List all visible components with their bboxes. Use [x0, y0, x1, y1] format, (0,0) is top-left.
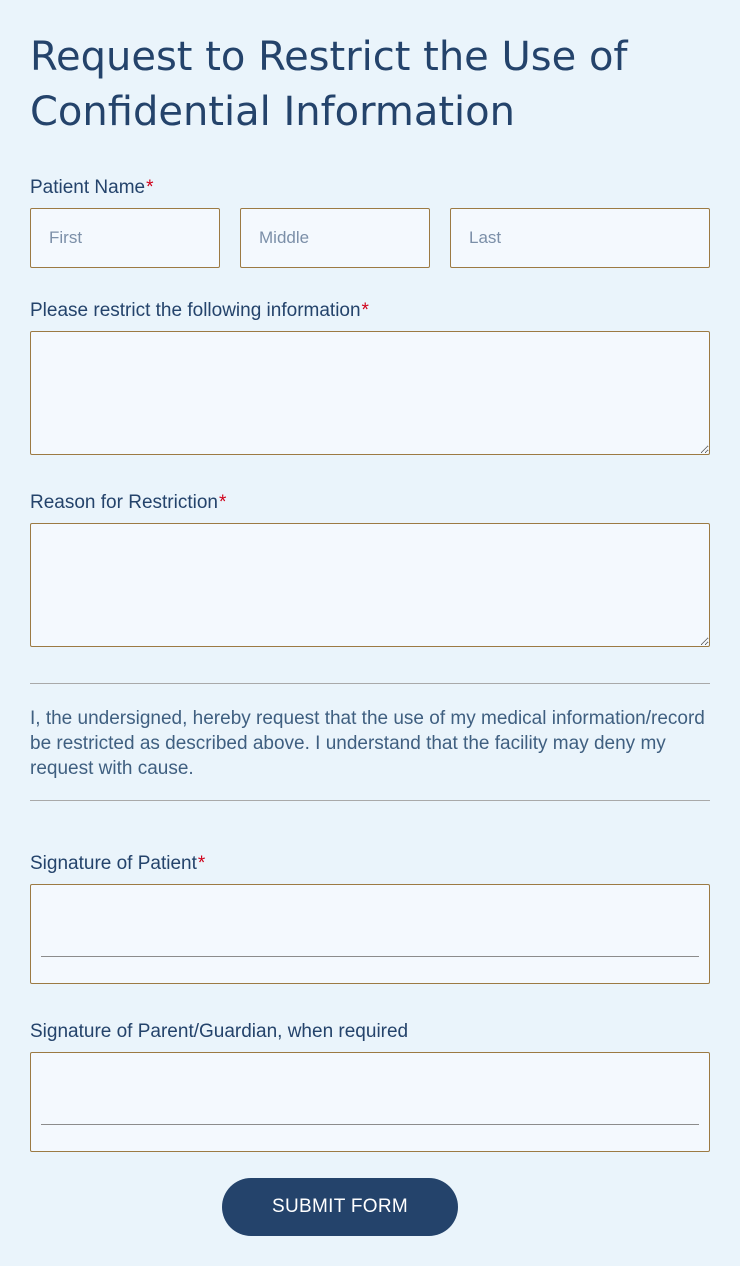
restrict-info-label-text: Please restrict the following information	[30, 300, 361, 321]
required-asterisk: *	[197, 853, 206, 874]
reason-label-text: Reason for Restriction	[30, 492, 218, 513]
patient-name-label-text: Patient Name	[30, 177, 146, 198]
reason-textarea[interactable]	[30, 523, 710, 647]
required-asterisk: *	[218, 492, 227, 513]
signature-guardian-label-text: Signature of Parent/Guardian, when required	[30, 1021, 409, 1042]
reason-label	[30, 491, 226, 515]
first-name-input[interactable]	[30, 208, 220, 268]
restrict-info-label	[30, 299, 369, 323]
signature-patient-label-text: Signature of Patient	[30, 853, 197, 874]
signature-patient-label	[30, 852, 205, 876]
signature-patient-pad[interactable]	[30, 884, 710, 984]
submit-form-button[interactable]: SUBMIT FORM	[222, 1178, 458, 1236]
divider	[30, 683, 710, 684]
consent-statement: I, the undersigned, hereby request that the use of my medical information/record be restricted as described above. I understand that the facility may deny my request with cause.	[30, 708, 705, 779]
middle-name-input[interactable]	[240, 208, 430, 268]
signature-guardian-pad[interactable]	[30, 1052, 710, 1152]
restrict-info-textarea[interactable]	[30, 331, 710, 455]
patient-name-label	[30, 176, 154, 200]
divider	[30, 800, 710, 801]
signature-line	[41, 1124, 699, 1125]
required-asterisk: *	[146, 177, 154, 198]
required-asterisk: *	[361, 300, 369, 321]
last-name-input[interactable]	[450, 208, 710, 268]
signature-guardian-label	[30, 1020, 408, 1044]
page-title: Request to Restrict the Use of Confidential Information	[30, 34, 628, 135]
signature-line	[41, 956, 699, 957]
